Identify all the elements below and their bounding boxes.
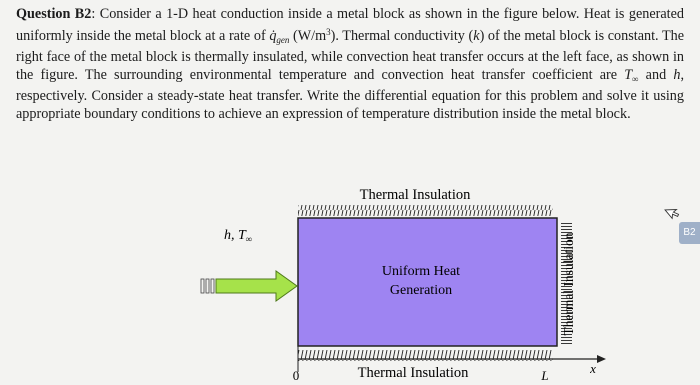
top-insulation-label: Thermal Insulation	[359, 187, 471, 203]
origin-label: 0	[292, 368, 300, 383]
right-insulation-label: Thermal Insulation	[561, 232, 576, 336]
axis-x-label: x	[590, 361, 596, 376]
bottom-insulation-label: Thermal Insulation	[357, 365, 469, 381]
block-label-line2: Generation	[389, 283, 453, 298]
top-insulation-hatch	[298, 205, 553, 216]
cursor-icon	[665, 204, 680, 220]
question-label: Question B2	[16, 6, 92, 22]
qdot-symbol: q̇	[269, 27, 277, 44]
question-text: Question B2: Consider a 1-D heat conduction inside a metal block as shown in the figure below. Heat is generated uniformly inside the metal block at a rate of $q̇_{gen}$ $(W/m^3)$. Thermal conductivity (k) of the metal block is constant. The right face of the metal block is thermally insulated, while convection heat transfer occurs at the left face, as shown in the figure. The surrounding environmental temperature and convection heat transfer coefficient are $T_\infty$ and h, respectively. Consider a steady-state heat transfer. Write the differential equation for this problem and solve it using appropriate boundary conditions to achieve an expression of temperature distribution inside the metal block.	[16, 6, 685, 122]
length-label: L	[541, 368, 549, 383]
block-label-line1: Uniform Heat	[381, 264, 461, 279]
convection-arrow	[201, 271, 297, 301]
side-tab-b2[interactable]: B2	[679, 222, 700, 244]
metal-block	[298, 218, 557, 346]
convection-label: h, $T_\infty$	[224, 228, 253, 244]
